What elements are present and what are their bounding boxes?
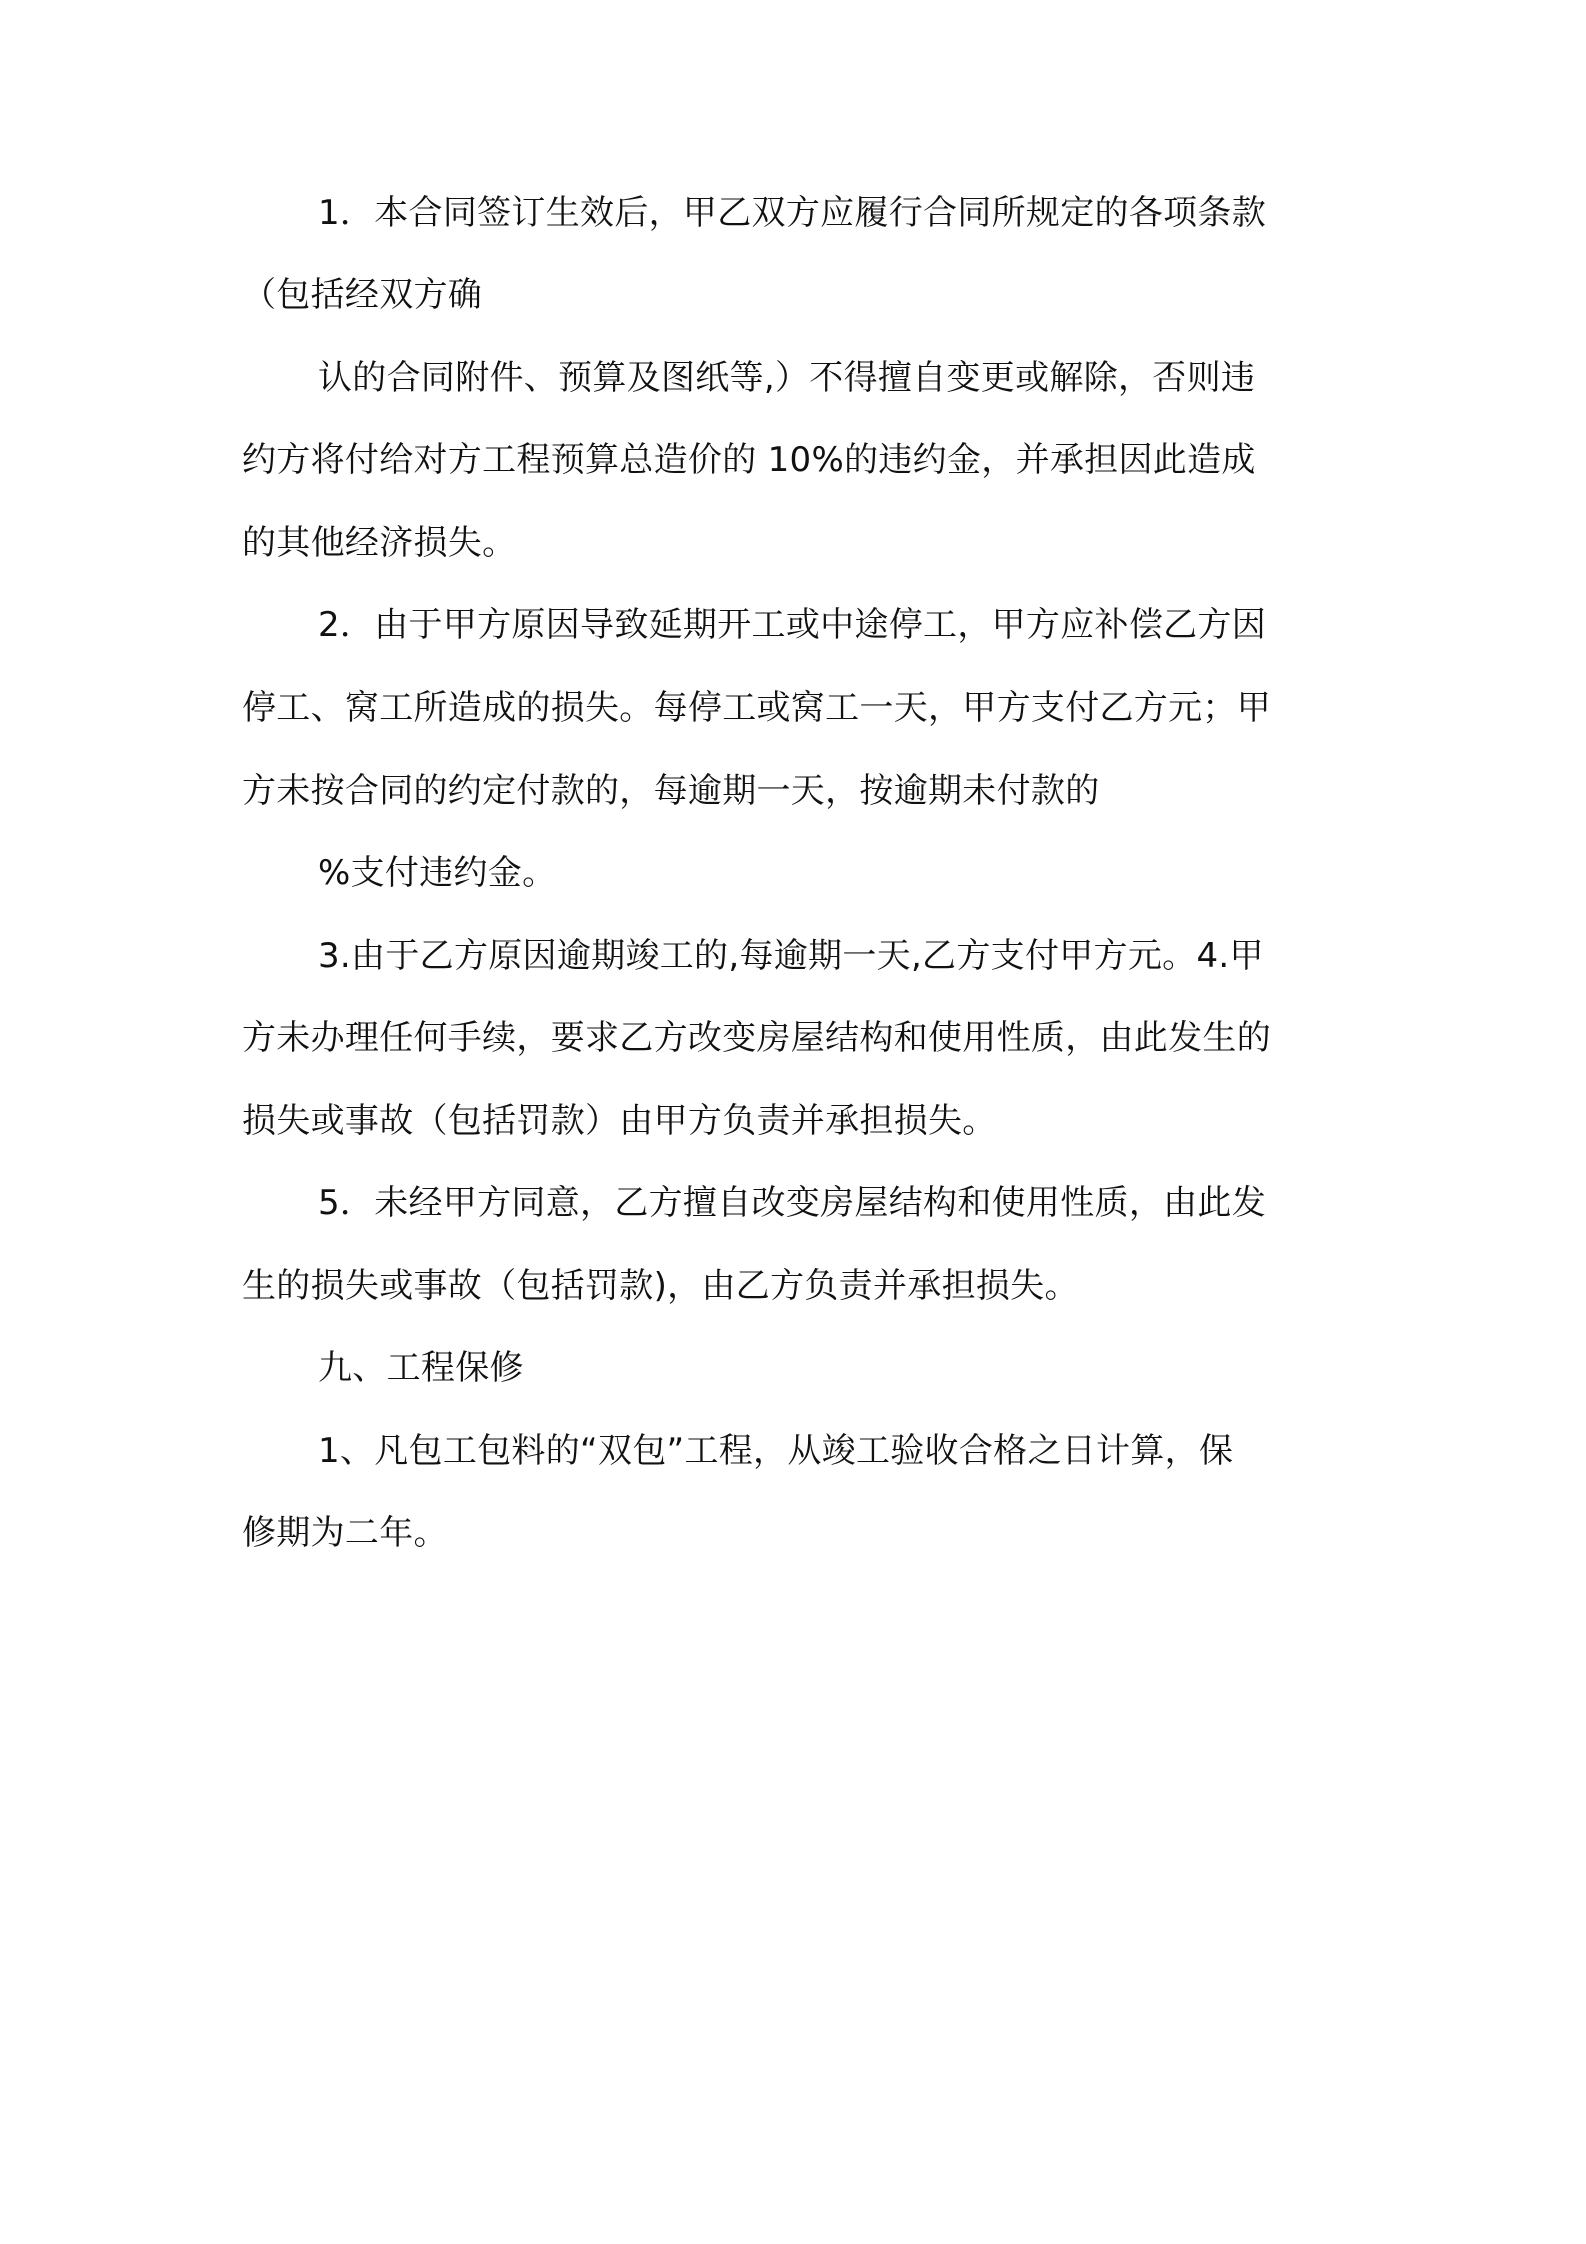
clause-5-line-2: 生的损失或事故（包括罚款)，由乙方负责并承担损失。	[242, 1266, 1079, 1306]
clause-4-line-3: 损失或事故（包括罚款）由甲方负责并承担损失。	[242, 1101, 997, 1141]
clause-1-line-3: 认的合同附件、预算及图纸等,）不得擅自变更或解除，否则违	[318, 358, 1256, 398]
clause-1-line-1: 1．本合同签订生效后，甲乙双方应履行合同所规定的各项条款	[318, 193, 1267, 233]
clause-4-line-2: 方未办理任何手续，要求乙方改变房屋结构和使用性质，由此发生的	[242, 1018, 1271, 1058]
warranty-clause-1-line-2: 修期为二年。	[242, 1513, 448, 1553]
clause-2-line-1: 2．由于甲方原因导致延期开工或中途停工，甲方应补偿乙方因	[318, 605, 1267, 645]
clause-2-line-2: 停工、窝工所造成的损失。每停工或窝工一天，甲方支付乙方元；甲	[242, 688, 1271, 728]
section-heading-warranty: 九、工程保修	[318, 1348, 524, 1388]
clause-3-4-line-1: 3.由于乙方原因逾期竣工的,每逾期一天,乙方支付甲方元。4.甲	[318, 936, 1264, 976]
warranty-clause-1-line-1: 1、凡包工包料的“双包”工程，从竣工验收合格之日计算，保	[318, 1431, 1234, 1471]
clause-1-line-5: 的其他经济损失。	[242, 523, 517, 563]
clause-5-line-1: 5．未经甲方同意，乙方擅自改变房屋结构和使用性质，由此发	[318, 1183, 1267, 1223]
clause-2-line-3: 方未按合同的约定付款的，每逾期一天，按逾期未付款的	[242, 771, 1100, 811]
clause-1-line-2: （包括经双方确	[242, 275, 483, 315]
clause-1-line-4: 约方将付给对方工程预算总造价的 10%的违约金，并承担因此造成	[242, 440, 1256, 480]
clause-2-line-4: %支付违约金。	[318, 853, 557, 893]
